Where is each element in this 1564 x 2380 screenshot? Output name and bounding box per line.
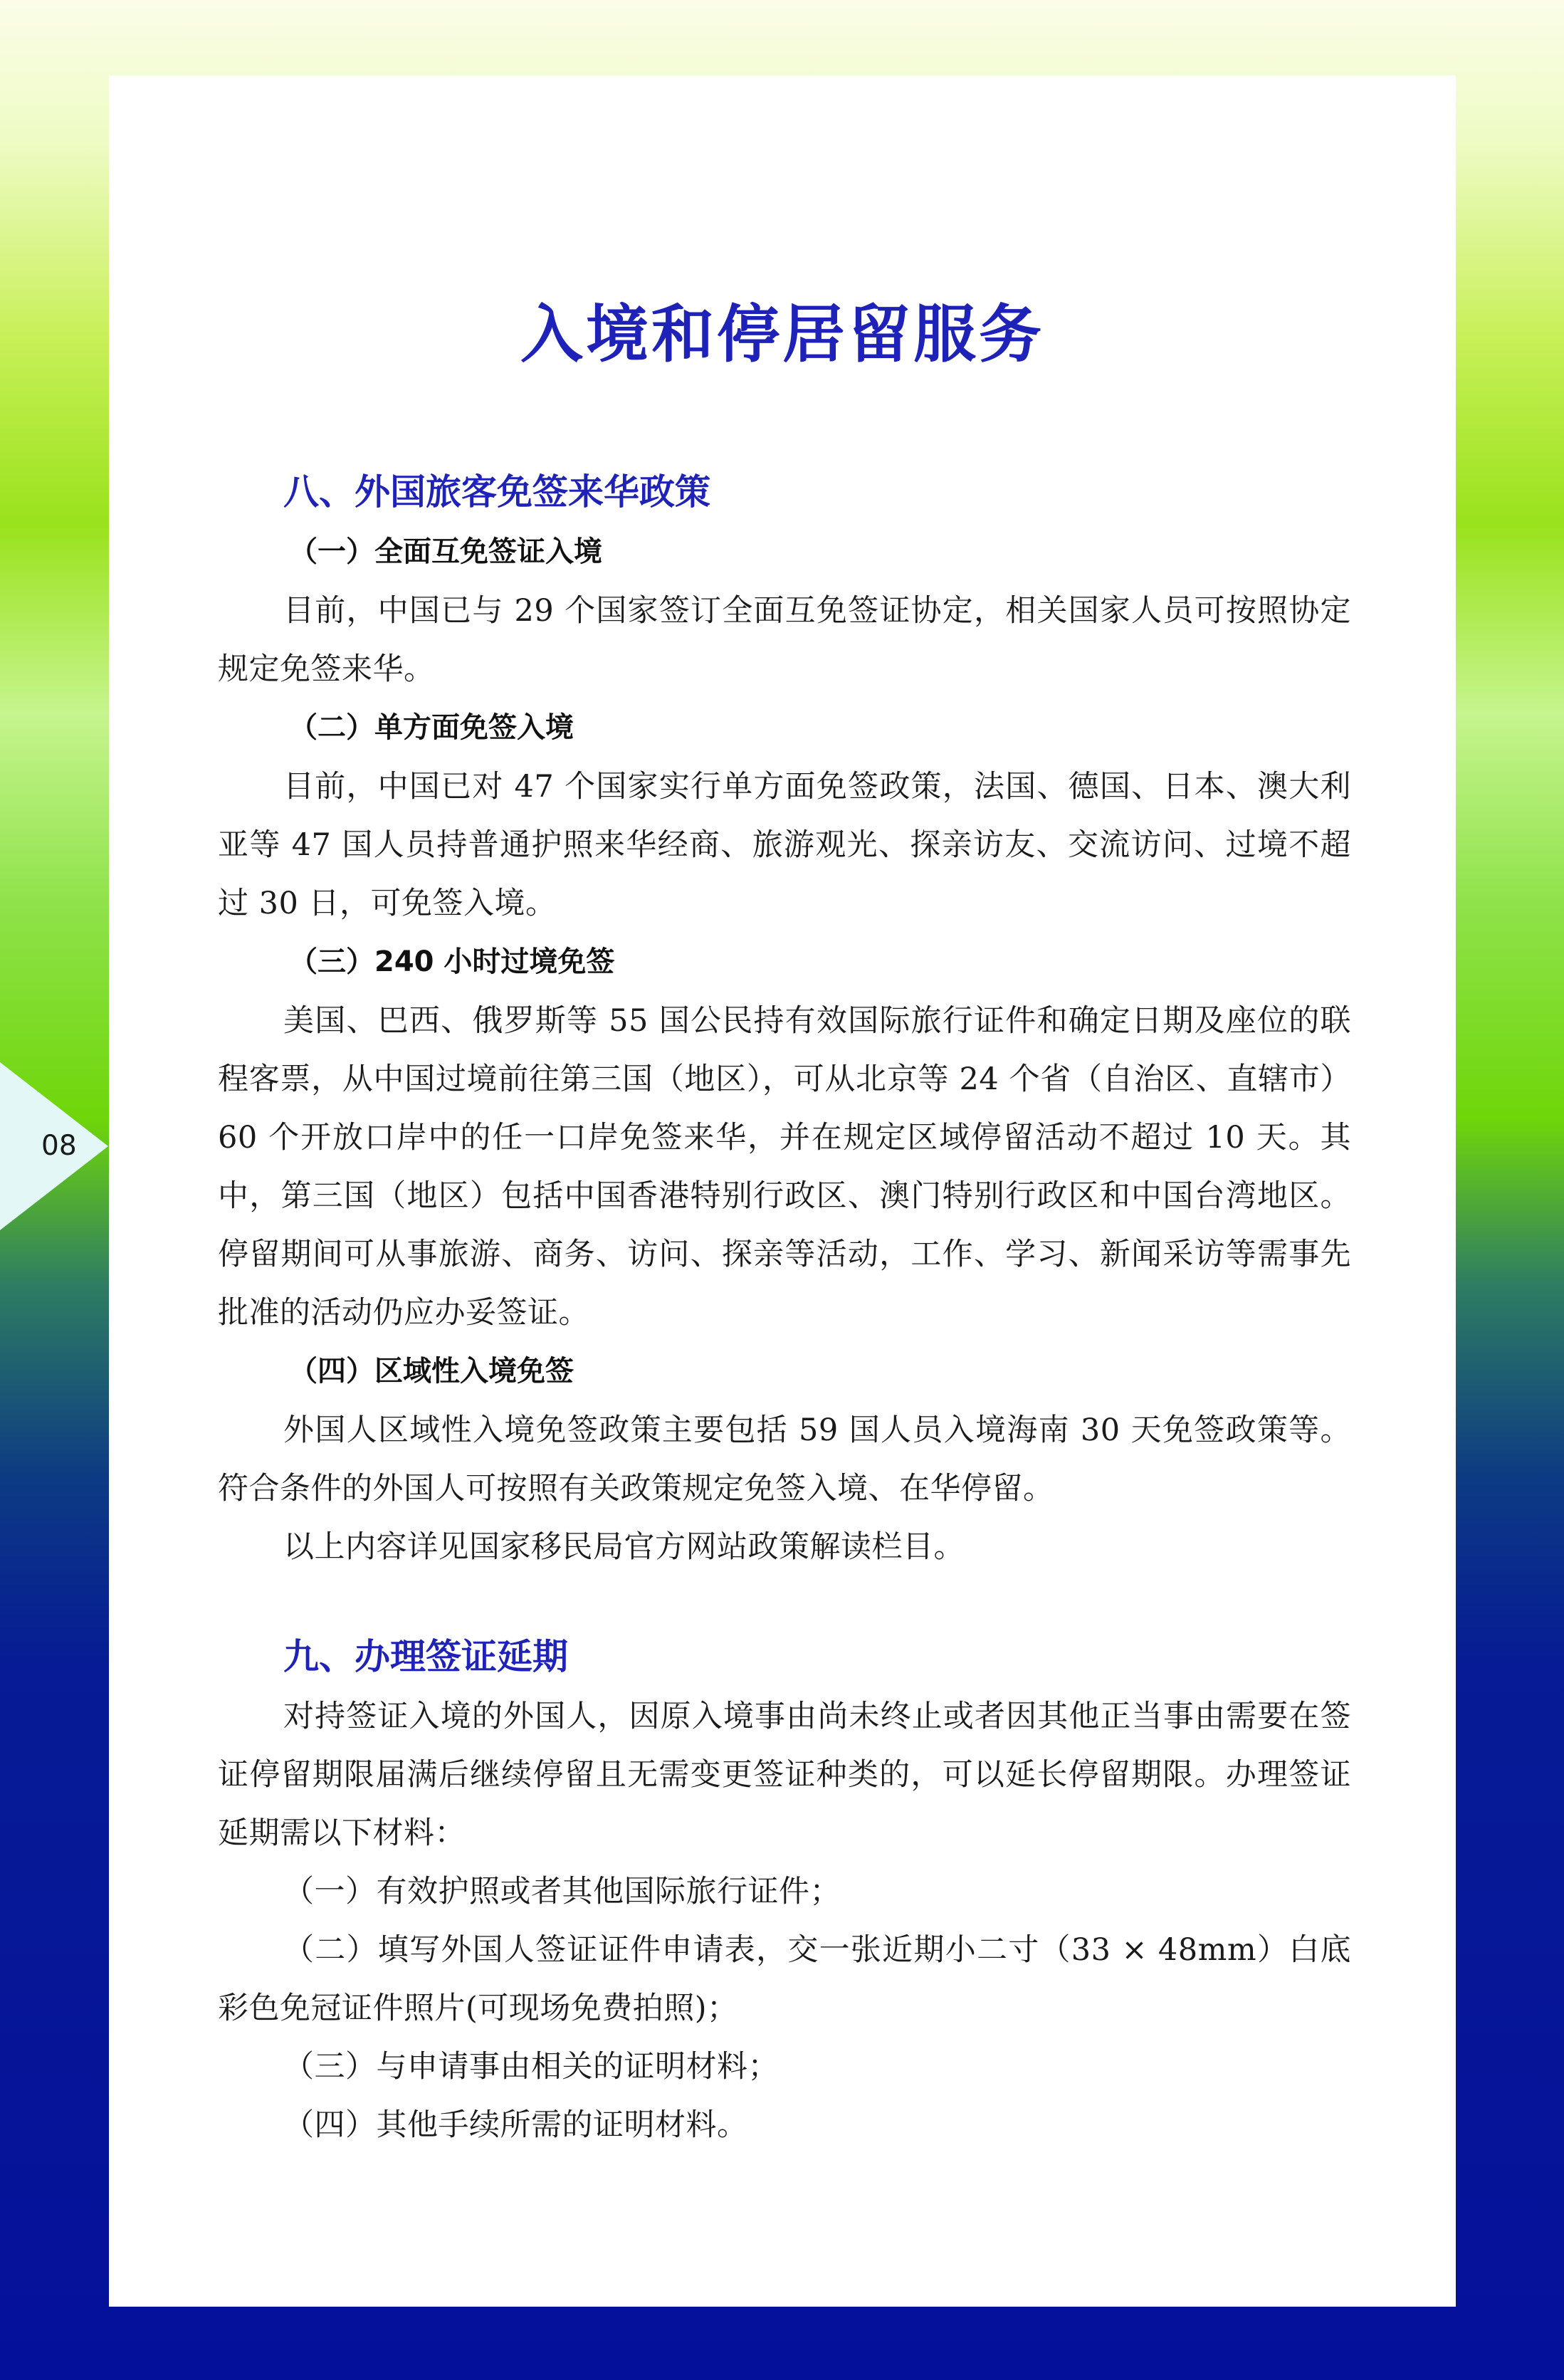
paragraph-unilateral-visa-exemption: 目前，中国已对 47 个国家实行单方面免签政策，法国、德国、日本、澳大利亚等 47 国人员持普通护照来华经商、旅游观光、探亲访友、交流访问、过境不超过 30 日，可免签入境。: [218, 769, 1351, 921]
subheading-regional-visa-exemption: （四）区域性入境免签: [289, 1355, 574, 1388]
paragraph-regional-visa-exemption: 外国人区域性入境免签政策主要包括 59 国人员入境海南 30 天免签政策等。符合条件的外国人可按照有关政策规定免签入境、在华停留。: [218, 1412, 1351, 1506]
section-spacer: [218, 1576, 1351, 1626]
document-body: [218, 461, 1351, 2154]
list-item-other-documents: （四）其他手续所需的证明材料。: [283, 2107, 748, 2143]
subheading-mutual-visa-exemption: （一）全面互免签证入境: [289, 535, 602, 568]
page-number: 08: [41, 1130, 77, 1162]
section-heading-visa-extension: 九、办理签证延期: [283, 1636, 568, 1677]
paragraph-policy-note: 以上内容详见国家移民局官方网站政策解读栏目。: [283, 1529, 965, 1565]
section-heading-visa-free-policy: 八、外国旅客免签来华政策: [283, 471, 710, 513]
subheading-unilateral-visa-exemption: （二）单方面免签入境: [289, 711, 574, 744]
subheading-240-hour-transit: （三）240 小时过境免签: [289, 945, 615, 978]
paragraph-visa-extension-intro: 对持签证入境的外国人，因原入境事由尚未终止或者因其他正当事由需要在签证停留期限届满后继续停留且无需变更签证种类的，可以延长停留期限。办理签证延期需以下材料：: [218, 1699, 1351, 1851]
page-title: 入境和停居留服务: [520, 298, 1044, 371]
list-item-supporting-documents: （三）与申请事由相关的证明材料；: [283, 2049, 779, 2085]
paragraph-240-hour-transit: 美国、巴西、俄罗斯等 55 国公民持有效国际旅行证件和确定日期及座位的联程客票，从中国过境前往第三国（地区），可从北京等 24 个省（自治区、直辖市）60 个开放口岸中的任一口岸免签来华，并在规定区域停留活动不超过 10 天。其中，第三国（地区）包括中国香港特别行政区、澳门特别行政区和中国台湾地区。停留期间可从事旅游、商务、访问、探亲等活动，工作、学习、新闻采访等需事先批准的活动仍应办妥签证。: [218, 1003, 1351, 1331]
list-item-application-form: （二）填写外国人签证证件申请表，交一张近期小二寸（33 × 48mm）白底彩色免冠证件照片(可现场免费拍照)；: [218, 1932, 1351, 2026]
list-item-passport: （一）有效护照或者其他国际旅行证件；: [283, 1874, 841, 1909]
paragraph-mutual-visa-exemption: 目前，中国已与 29 个国家签订全面互免签证协定，相关国家人员可按照协定规定免签来华。: [218, 593, 1351, 687]
